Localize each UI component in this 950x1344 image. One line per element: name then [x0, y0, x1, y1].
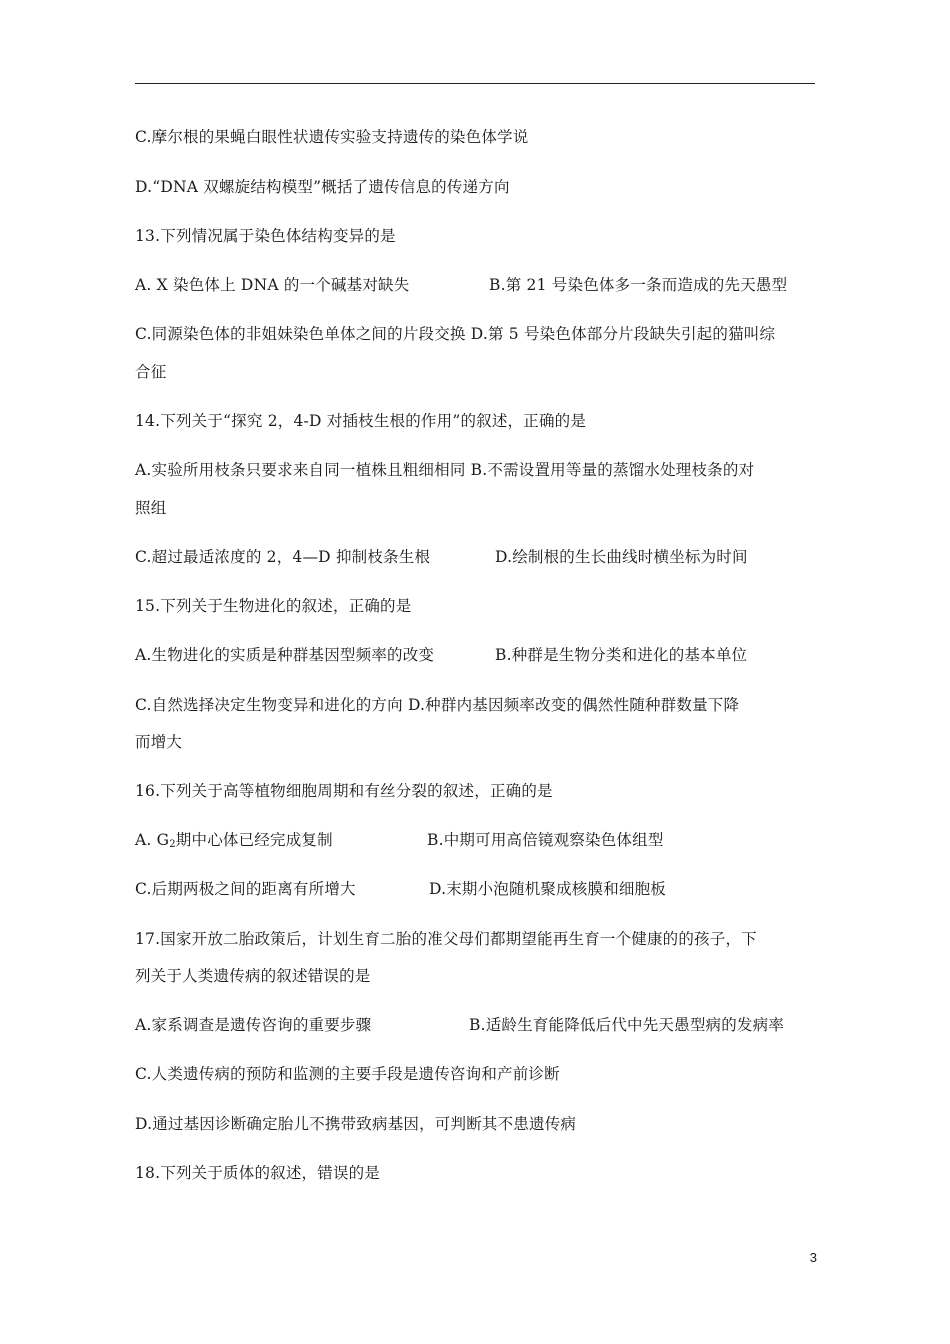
q12-option-d: D.“DNA 双螺旋结构模型”概括了遗传信息的传递方向	[135, 178, 510, 196]
subscript-2: 2	[169, 839, 176, 850]
q13-stem: 13.下列情况属于染色体结构变异的是	[135, 227, 396, 245]
q16-option-b: B.中期可用高倍镜观察染色体组型	[427, 831, 664, 849]
q14-option-d: D.绘制根的生长曲线时横坐标为时间	[495, 548, 748, 566]
q17-option-d: D.通过基因诊断确定胎儿不携带致病基因，可判断其不患遗传病	[135, 1115, 577, 1133]
q13-option-b: B.第 21 号染色体多一条而造成的先天愚型	[489, 276, 788, 294]
q14-option-ab: A.实验所用枝条只要求来自同一植株且粗细相同 B.不需设置用等量的蒸馏水处理枝条的对	[135, 461, 755, 479]
q14-option-ab-continued: 照组	[135, 499, 167, 517]
q13-option-cd: C.同源染色体的非姐妹染色单体之间的片段交换 D.第 5 号染色体部分片段缺失引起的猫叫综	[135, 325, 776, 343]
q13-option-a: A. X 染色体上 DNA 的一个碱基对缺失	[135, 276, 410, 294]
q14-option-c: C.超过最适浓度的 2，4—D 抑制枝条生根	[135, 548, 431, 566]
q15-option-b: B.种群是生物分类和进化的基本单位	[495, 646, 748, 664]
q17-option-b: B.适龄生育能降低后代中先天愚型病的发病率	[469, 1016, 785, 1034]
q18-stem: 18.下列关于质体的叙述，错误的是	[135, 1164, 381, 1182]
q15-option-cd-continued: 而增大	[135, 733, 183, 751]
q15-option-cd: C.自然选择决定生物变异和进化的方向 D.种群内基因频率改变的偶然性随种群数量下降	[135, 696, 740, 714]
q16-option-a: A. $G_2$期中心体已经完成复制	[135, 831, 333, 850]
q17-option-a: A.家系调查是遗传咨询的重要步骤	[135, 1016, 372, 1034]
q16-option-d: D.末期小泡随机聚成核膜和细胞板	[429, 880, 667, 898]
header-rule	[135, 83, 815, 84]
q17-stem-continued: 列关于人类遗传病的叙述错误的是	[135, 967, 371, 985]
q16-option-c: C.后期两极之间的距离有所增大	[135, 880, 356, 898]
q15-stem: 15.下列关于生物进化的叙述，正确的是	[135, 597, 412, 615]
q17-option-c: C.人类遗传病的预防和监测的主要手段是遗传咨询和产前诊断	[135, 1065, 560, 1083]
q14-stem: 14.下列关于“探究 2，4-D 对插枝生根的作用”的叙述，正确的是	[135, 412, 587, 430]
page-number: 3	[809, 1250, 817, 1265]
q13-option-cd-continued: 合征	[135, 363, 167, 381]
q16-stem: 16.下列关于高等植物细胞周期和有丝分裂的叙述，正确的是	[135, 782, 553, 800]
q17-stem: 17.国家开放二胎政策后，计划生育二胎的准父母们都期望能再生育一个健康的的孩子，下	[135, 930, 757, 948]
q15-option-a: A.生物进化的实质是种群基因型频率的改变	[135, 646, 435, 664]
q12-option-c: C.摩尔根的果蝇白眼性状遗传实验支持遗传的染色体学说	[135, 128, 529, 146]
